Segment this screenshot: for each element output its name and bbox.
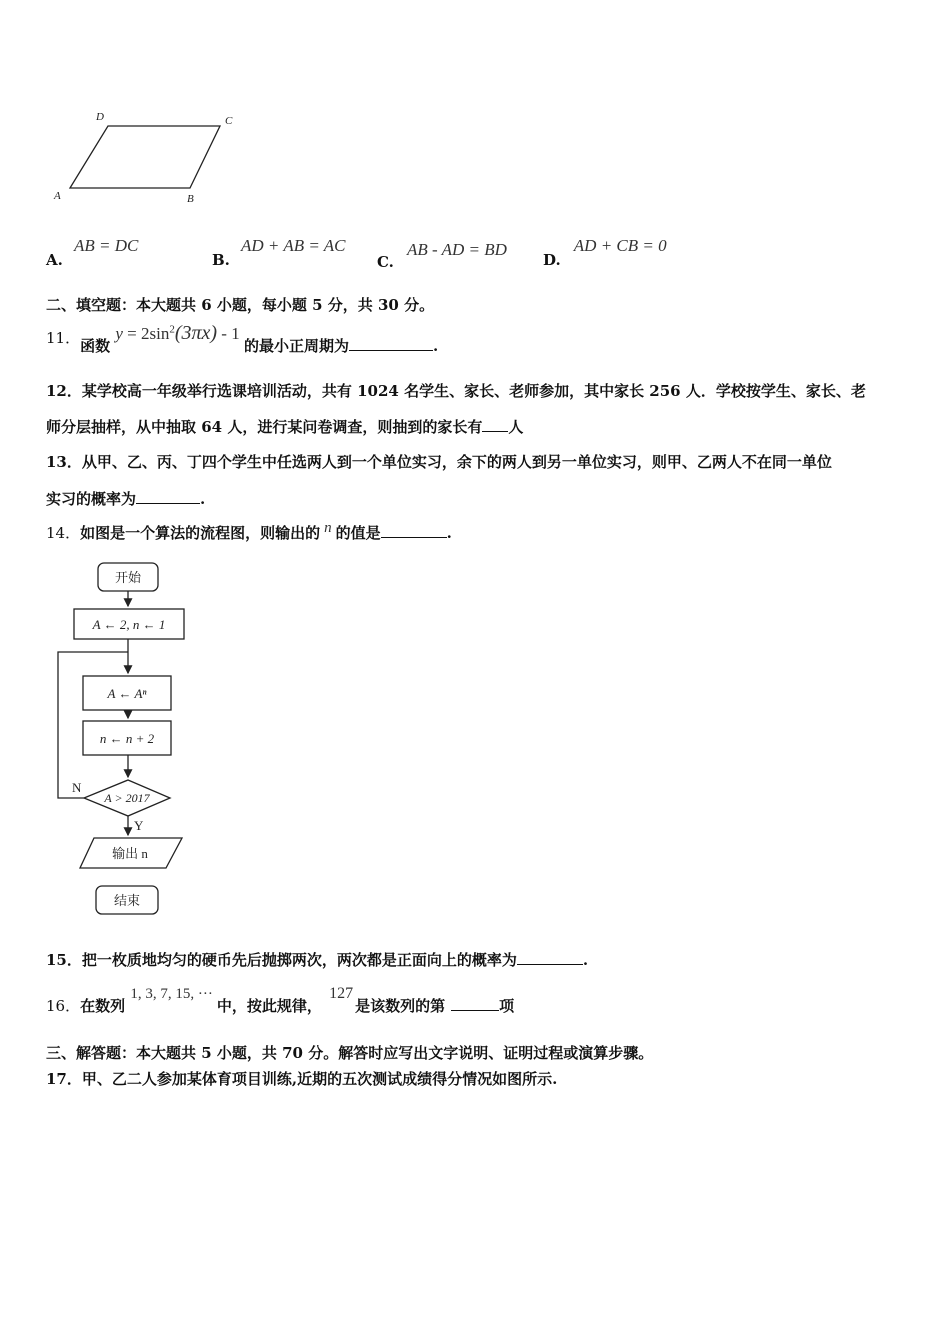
- flow-cond-label: A > 2017: [104, 791, 150, 805]
- q11-formula-tail: - 1: [221, 324, 240, 343]
- q11-formula-arg: (3πx): [174, 322, 218, 344]
- flow-output-label: 输出 n: [112, 846, 148, 861]
- option-b-letter: B.: [212, 251, 230, 269]
- section2-title: 二、填空题：本大题共 6 小题，每小题 5 分，共 30 分。: [46, 296, 435, 314]
- q12-line2-pre: 师分层抽样，从中抽取 64 人，进行某问卷调查，则抽到的家长有: [46, 418, 483, 436]
- question-11: [46, 322, 439, 355]
- q13-line1: 13．从甲、乙、丙、丁四个学生中任选两人到一个单位实习，余下的两人到另一单位实习，则甲、乙两人不在同一单位: [46, 453, 832, 471]
- q14-number: 14．: [46, 524, 81, 542]
- question-17: 17．甲、乙二人参加某体育项目训练,近期的五次测试成绩得分情况如图所示.: [46, 1070, 558, 1088]
- parallelogram-shape: [70, 126, 220, 188]
- q13-line2: [46, 488, 205, 509]
- flow-step2-label: n ← n + 2: [99, 731, 155, 746]
- q12-line2: [46, 416, 523, 437]
- flow-loop-line: [58, 652, 128, 798]
- q14-pre: 如图是一个算法的流程图，则输出的: [80, 524, 321, 542]
- option-d: [543, 236, 667, 269]
- q11-formula: [115, 324, 244, 343]
- q14-var: n: [324, 520, 332, 536]
- q13-line2-end: .: [200, 490, 206, 508]
- flow-step1-label: A ← Aⁿ: [107, 686, 147, 701]
- option-b: [212, 236, 346, 269]
- option-c-letter: C.: [377, 253, 394, 271]
- q14-answer-blank[interactable]: [381, 523, 447, 538]
- q12-line1: 12．某学校高一年级举行选课培训活动，共有 1024 名学生、家长、老师参加，其中家长 256 人．学校按学生、家长、老: [46, 382, 866, 400]
- q13-answer-blank[interactable]: [136, 489, 200, 504]
- flow-init-label: A ← 2, n ← 1: [92, 617, 166, 632]
- q16-mid: 中，按此规律，: [216, 997, 322, 1015]
- option-d-expr: AD + CB = 0: [573, 236, 667, 255]
- question-16: [46, 982, 515, 1015]
- q14-end: .: [446, 524, 452, 542]
- q16-post: 是该数列的第: [355, 997, 446, 1015]
- option-a: [46, 236, 139, 269]
- q16-pre: 在数列: [80, 997, 126, 1015]
- option-a-expr: AB = DC: [73, 236, 139, 255]
- option-b-expr: AD + AB = AC: [241, 236, 346, 255]
- question-15: [46, 949, 588, 970]
- q16-val: 127: [329, 985, 354, 1002]
- flow-no-label: N: [72, 780, 82, 795]
- q11-pre: 函数: [80, 337, 111, 355]
- flow-yes-label: Y: [134, 818, 144, 833]
- parallelogram-figure: [48, 106, 248, 208]
- question-14: [46, 522, 452, 543]
- q15-text: 15．把一枚质地均匀的硬币先后抛掷两次，两次都是正面向上的概率为: [46, 951, 517, 969]
- q12-line2-post: 人: [508, 418, 524, 436]
- q13-line2-pre: 实习的概率为: [46, 490, 137, 508]
- q11-answer-blank[interactable]: [349, 336, 433, 351]
- q11-formula-y: y: [115, 324, 123, 343]
- section3-title: 三、解答题：本大题共 5 小题，共 70 分。解答时应写出文字说明、证明过程或演算步骤。: [46, 1044, 654, 1062]
- vertex-label-d: D: [96, 111, 104, 123]
- q11-formula-eq: = 2sin: [127, 324, 170, 343]
- option-d-letter: D.: [543, 251, 561, 269]
- vertex-label-b: B: [187, 193, 194, 205]
- vertex-label-a: A: [54, 190, 61, 202]
- q16-answer-blank[interactable]: [451, 996, 499, 1011]
- flow-start-label: 开始: [114, 570, 142, 585]
- option-a-letter: A.: [46, 251, 63, 269]
- option-c: [377, 240, 507, 271]
- q11-post: 的最小正周期为: [243, 337, 349, 355]
- q16-seq: 1, 3, 7, 15, ···: [130, 986, 213, 1002]
- q15-answer-blank[interactable]: [517, 950, 583, 965]
- q14-post: 的值是: [335, 524, 381, 542]
- q16-number: 16．: [46, 997, 81, 1015]
- q11-end: .: [432, 337, 439, 355]
- flow-end-label: 结束: [113, 893, 141, 908]
- option-c-expr: AB - AD = BD: [407, 240, 507, 259]
- q12-answer-blank[interactable]: [482, 417, 508, 432]
- q15-end: .: [582, 951, 589, 969]
- q16-end: 项: [499, 997, 515, 1015]
- q11-formula-sup: 2: [169, 323, 175, 336]
- flowchart: [52, 556, 200, 922]
- q11-number: 11．: [46, 329, 81, 347]
- vertex-label-c: C: [225, 115, 233, 127]
